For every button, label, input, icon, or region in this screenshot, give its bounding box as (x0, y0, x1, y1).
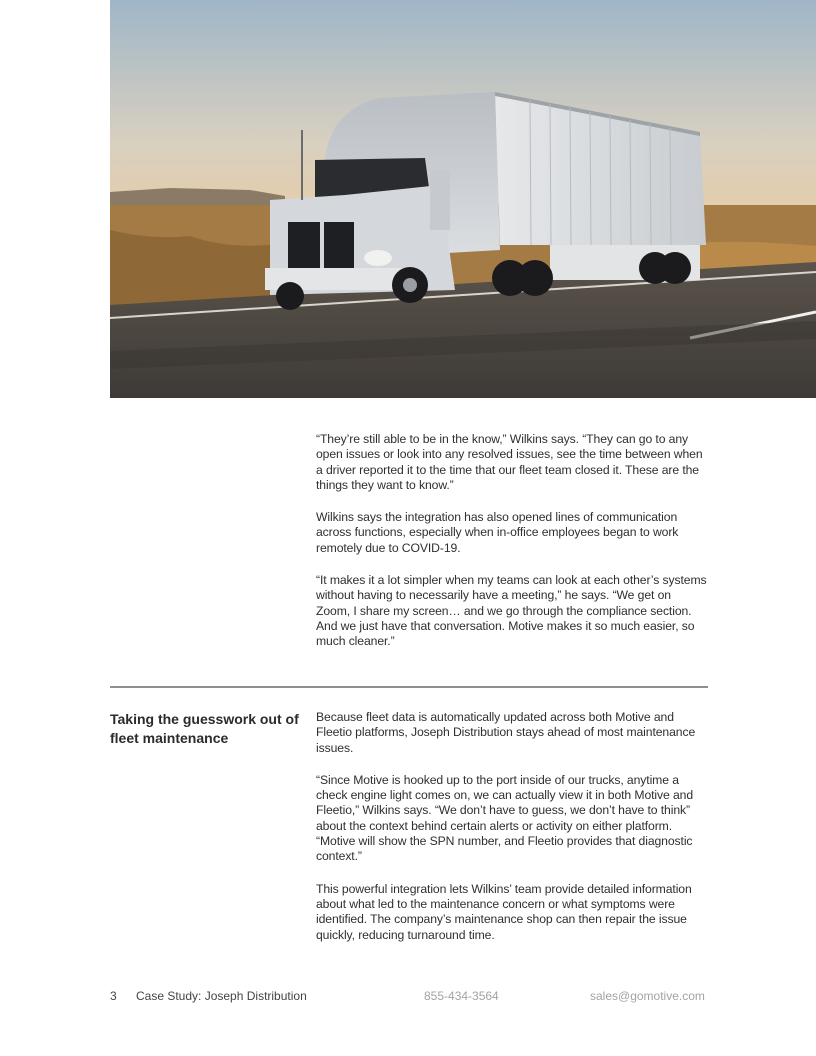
paragraph: “Since Motive is hooked up to the port inside of our trucks, anytime a check engine light comes on, we can actually view it in both Motive and Fleetio,” Wilkins says. “We don’t have to guess, we don’t have to think” about the context behind certain alerts or activity on either platform. “Motive will show the SPN number, and Fleetio provides that diagnostic context.” (316, 772, 694, 864)
paragraph: “They’re still able to be in the know,” Wilkins says. “They can go to any open issues or look into any resolved issues, see the time between when a driver reported it to the time that our fleet team closed it. These are the things they want to know.” (316, 432, 703, 492)
section-divider (110, 686, 708, 688)
paragraph: Wilkins says the integration has also opened lines of communication across functions, especially when in-office employees began to work remotely due to COVID-19. (316, 510, 679, 555)
section-body (316, 710, 708, 960)
paragraph: Because fleet data is automatically updated across both Motive and Fleetio platforms, Joseph Distribution stays ahead of most maintenance issues. (316, 710, 696, 755)
document-title: Case Study: Joseph Distribution (136, 989, 307, 1003)
paragraph: This powerful integration lets Wilkins’ team provide detailed information about what led to the maintenance concern or what symptoms were identified. The company’s maintenance shop can then repair the issue quickly, reducing turnaround time. (316, 881, 692, 942)
hero-image (110, 0, 816, 398)
section-heading: Taking the guesswork out of fleet maintenance (110, 711, 299, 746)
paragraph: “It makes it a lot simpler when my teams can look at each other’s systems without having to necessarily have a meeting,” he says. “We get on Zoom, I share my screen… and we go through the compliance section. And we just have that conversation. Motive makes it so much easier, so much cleaner.” (316, 573, 707, 649)
quote-block (316, 432, 708, 667)
page-number: 3 (110, 989, 117, 1003)
truck-photo-illustration (110, 0, 816, 398)
email-address: sales@gomotive.com (590, 989, 705, 1003)
phone-number: 855-434-3564 (424, 989, 499, 1003)
